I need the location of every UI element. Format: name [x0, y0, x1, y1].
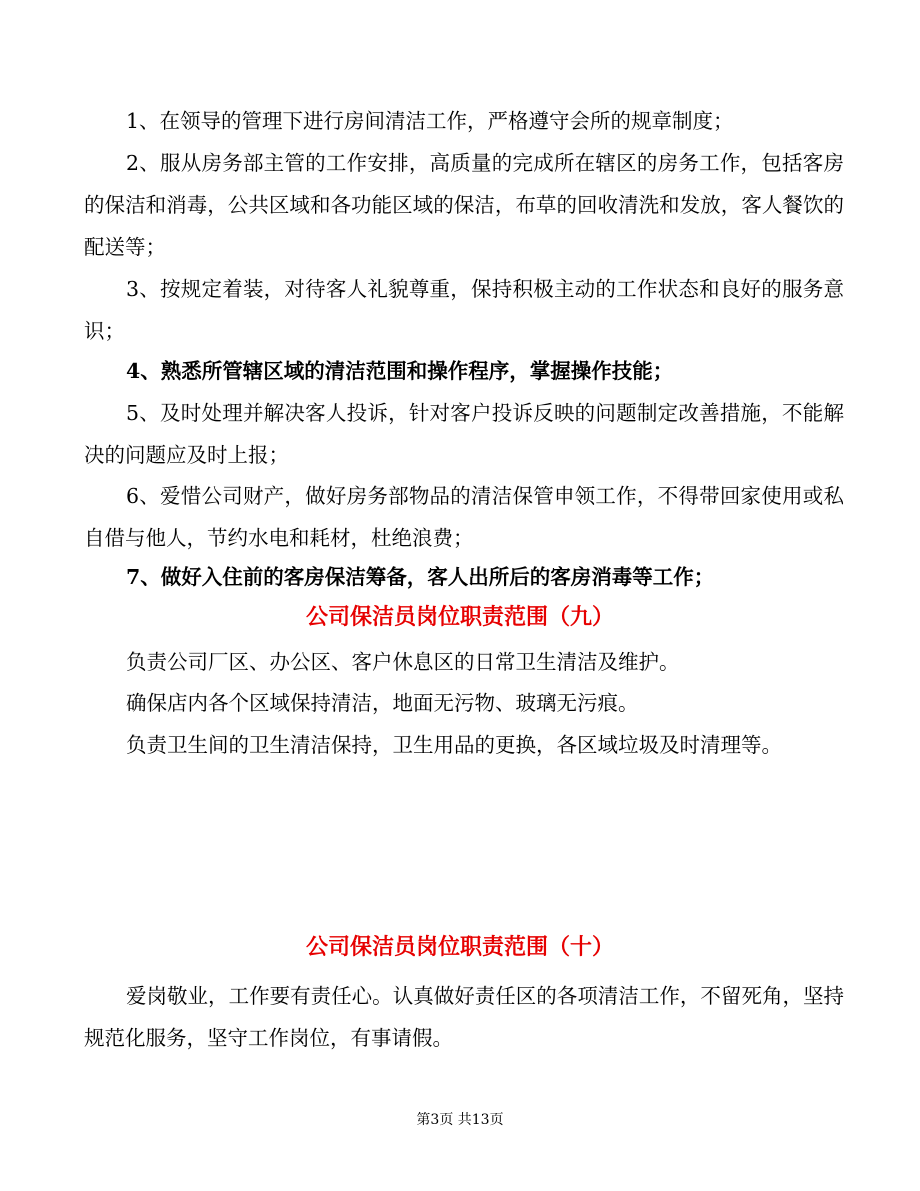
duty-item-4: 4、熟悉所管辖区域的清洁范围和操作程序，掌握操作技能；	[126, 359, 674, 383]
page-number: 第3页 共13页	[416, 1112, 504, 1128]
section-title-ten: 公司保洁员岗位职责范围（十）	[305, 934, 614, 960]
duty-ten-item-1: 爱岗敬业，工作要有责任心。认真做好责任区的各项清洁工作，不留死角，坚持规范化服务，坚守工作岗位，有事请假。	[84, 984, 844, 1050]
duty-item-3: 3、按规定着装，对待客人礼貌尊重，保持积极主动的工作状态和良好的服务意识；	[84, 277, 844, 343]
duty-nine-item-2: 确保店内各个区域保持清洁，地面无污物、玻璃无污痕。	[126, 691, 639, 715]
duty-nine-item-3: 负责卫生间的卫生清洁保持，卫生用品的更换，各区域垃圾及时清理等。	[126, 733, 782, 757]
duty-item-1: 1、在领导的管理下进行房间清洁工作，严格遵守会所的规章制度；	[126, 109, 734, 133]
duty-item-7: 7、做好入住前的客房保洁筹备，客人出所后的客房消毒等工作；	[126, 565, 715, 589]
duty-item-5: 5、及时处理并解决客人投诉，针对客户投诉反映的问题制定改善措施，不能解决的问题应及时上报；	[84, 401, 844, 467]
section-title-nine: 公司保洁员岗位职责范围（九）	[305, 604, 614, 630]
duty-item-2: 2、服从房务部主管的工作安排，高质量的完成所在辖区的房务工作，包括客房的保洁和消毒，公共区域和各功能区域的保洁，布草的回收清洗和发放，客人餐饮的配送等；	[84, 151, 844, 259]
duty-nine-item-1: 负责公司厂区、办公区、客户休息区的日常卫生清洁及维护。	[126, 650, 680, 674]
duty-item-6: 6、爱惜公司财产，做好房务部物品的清洁保管申领工作，不得带回家使用或私自借与他人，节约水电和耗材，杜绝浪费；	[84, 484, 844, 550]
